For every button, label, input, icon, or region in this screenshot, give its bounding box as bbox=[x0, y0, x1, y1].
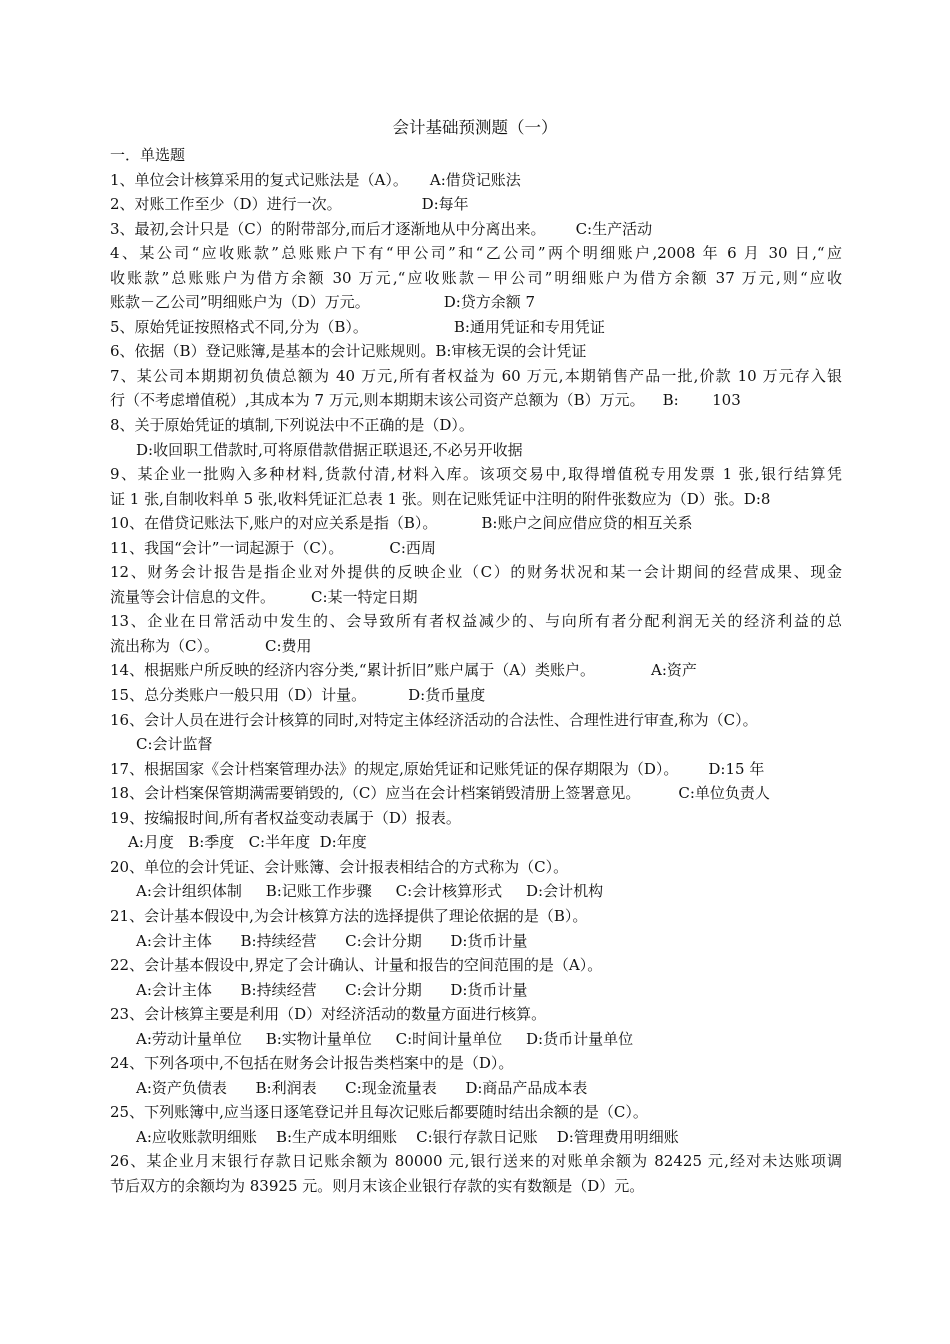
question-11: 11、我国“会计”一词起源于（C）。 C:西周 bbox=[110, 536, 842, 561]
question-26-line-1: 26、某企业月末银行存款日记账余额为 80000 元,银行送来的对账单余额为 82425 元,经对未达账项调 bbox=[110, 1152, 842, 1171]
question-17: 17、根据国家《会计档案管理办法》的规定,原始凭证和记账凭证的保存期限为（D）。 D:15 年 bbox=[110, 757, 842, 782]
question-23: 23、会计核算主要是利用（D）对经济活动的数量方面进行核算。 bbox=[110, 1005, 547, 1024]
answer-4: D:贷方余额 7 bbox=[443, 293, 536, 312]
answer-5: B:通用凭证和专用凭证 bbox=[453, 317, 605, 336]
answer-13: C:费用 bbox=[264, 636, 312, 655]
question-10: 10、在借贷记账法下,账户的对应关系是指（B）。 B:账户之间应借应贷的相互关系 bbox=[110, 511, 842, 536]
answer-2: D:每年 bbox=[421, 195, 469, 214]
answer-18: C:单位负责人 bbox=[678, 784, 770, 803]
options-20: A:会计组织体制 B:记账工作步骤 C:会计核算形式 D:会计机构 bbox=[136, 882, 604, 901]
answer-12: C:某一特定日期 bbox=[311, 587, 418, 606]
question-2: 2、对账工作至少（D）进行一次。 D:每年 bbox=[110, 192, 842, 217]
question-8: 8、关于原始凭证的填制,下列说法中不正确的是（D）。 bbox=[110, 416, 474, 435]
answer-3: C:生产活动 bbox=[575, 219, 653, 238]
question-9-line-1: 9、某企业一批购入多种材料,货款付清,材料入库。该项交易中,取得增值税专用发票 1 张,银行结算凭 bbox=[110, 465, 842, 484]
question-21: 21、会计基本假设中,为会计核算方法的选择提供了理论依据的是（B）。 bbox=[110, 906, 588, 925]
question-14: 14、根据账户所反映的经济内容分类,“累计折旧”账户属于（A）类账户。 A:资产 bbox=[110, 658, 842, 683]
document-title: 会计基础预测题（一） bbox=[392, 118, 558, 137]
question-7-line-1: 7、某公司本期期初负债总额为 40 万元,所有者权益为 60 万元,本期销售产品一批,价款 10 万元存入银 bbox=[110, 366, 842, 385]
question-9-line-2: 证 1 张,自制收料单 5 张,收料凭证汇总表 1 张。则在记账凭证中注明的附件张数应为（D）张。D:8 bbox=[110, 489, 771, 508]
question-22: 22、会计基本假设中,界定了会计确认、计量和报告的空间范围的是（A）。 bbox=[110, 956, 603, 975]
answer-14: A:资产 bbox=[651, 661, 697, 680]
answer-17: D:15 年 bbox=[708, 759, 765, 778]
question-13-line-2: 流出称为（C）。 C:费用 bbox=[110, 634, 842, 659]
question-20: 20、单位的会计凭证、会计账簿、会计报表相结合的方式称为（C）。 bbox=[110, 857, 569, 876]
answer-16: C:会计监督 bbox=[136, 735, 213, 754]
question-16: 16、会计人员在进行会计核算的同时,对特定主体经济活动的合法性、合理性进行审查,称为（C）。 bbox=[110, 710, 758, 729]
question-25: 25、下列账簿中,应当逐日逐笔登记并且每次记账后都要随时结出余额的是（C）。 bbox=[110, 1103, 648, 1122]
question-1: 1、单位会计核算采用的复式记账法是（A）。 A:借贷记账法 bbox=[110, 168, 842, 193]
question-19: 19、按编报时间,所有者权益变动表属于（D）报表。 bbox=[110, 808, 461, 827]
options-24: A:资产负债表 B:利润表 C:现金流量表 D:商品产品成本表 bbox=[136, 1078, 588, 1097]
section-heading: 一．单选题 bbox=[110, 146, 186, 164]
answer-10: B:账户之间应借应贷的相互关系 bbox=[481, 514, 693, 533]
answer-7: B: 103 bbox=[662, 391, 741, 410]
answer-15: D:货币量度 bbox=[408, 686, 486, 705]
question-18: 18、会计档案保管期满需要销毁的,（C）应当在会计档案销毁清册上签署意见。 C:单位负责人 bbox=[110, 781, 842, 806]
question-3: 3、最初,会计只是（C）的附带部分,而后才逐渐地从中分离出来。 C:生产活动 bbox=[110, 217, 842, 242]
options-25: A:应收账款明细账 B:生产成本明细账 C:银行存款日记账 D:管理费用明细账 bbox=[136, 1127, 679, 1146]
question-12-line-1: 12、财务会计报告是指企业对外提供的反映企业（C）的财务状况和某一会计期间的经营成果、现金 bbox=[110, 563, 842, 582]
question-26-line-2: 节后双方的余额均为 83925 元。则月末该企业银行存款的实有数额是（D）元。 bbox=[110, 1176, 645, 1195]
question-15: 15、总分类账户一般只用（D）计量。 D:货币量度 bbox=[110, 683, 842, 708]
question-7-line-2: 行（不考虑增值税）,其成本为 7 万元,则本期期末该公司资产总额为（B）万元。 B: 103 bbox=[110, 388, 842, 413]
options-21: A:会计主体 B:持续经营 C:会计分期 D:货币计量 bbox=[136, 931, 528, 950]
question-list bbox=[110, 143, 842, 1199]
question-12-line-2: 流量等会计信息的文件。 C:某一特定日期 bbox=[110, 585, 842, 610]
question-6: 6、依据（B）登记账簿,是基本的会计记账规则。B:审核无误的会计凭证 bbox=[110, 342, 587, 361]
question-13-line-1: 13、企业在日常活动中发生的、会导致所有者权益减少的、与向所有者分配利润无关的经济利益的总 bbox=[110, 612, 842, 631]
question-4-line-3: 账款－乙公司”明细账户为（D）万元。 D:贷方余额 7 bbox=[110, 290, 842, 315]
options-22: A:会计主体 B:持续经营 C:会计分期 D:货币计量 bbox=[136, 980, 528, 999]
answer-8: D:收回职工借款时,可将原借款借据正联退还,不必另开收据 bbox=[136, 440, 523, 459]
options-23: A:劳动计量单位 B:实物计量单位 C:时间计量单位 D:货币计量单位 bbox=[136, 1029, 634, 1048]
options-19: A:月度 B:季度 C:半年度 D:年度 bbox=[128, 833, 367, 852]
question-24: 24、下列各项中,不包括在财务会计报告类档案中的是（D）。 bbox=[110, 1054, 514, 1073]
question-5: 5、原始凭证按照格式不同,分为（B）。 B:通用凭证和专用凭证 bbox=[110, 315, 842, 340]
answer-11: C:西周 bbox=[389, 538, 436, 557]
answer-1: A:借贷记账法 bbox=[429, 170, 521, 189]
question-4-line-1: 4、某公司“应收账款”总账账户下有“甲公司”和“乙公司”两个明细账户,2008 年 6 月 30 日,“应 bbox=[110, 244, 842, 263]
question-4-line-2: 收账款”总账账户为借方余额 30 万元,“应收账款－甲公司”明细账户为借方余额 37 万元,则“应收 bbox=[110, 268, 842, 287]
